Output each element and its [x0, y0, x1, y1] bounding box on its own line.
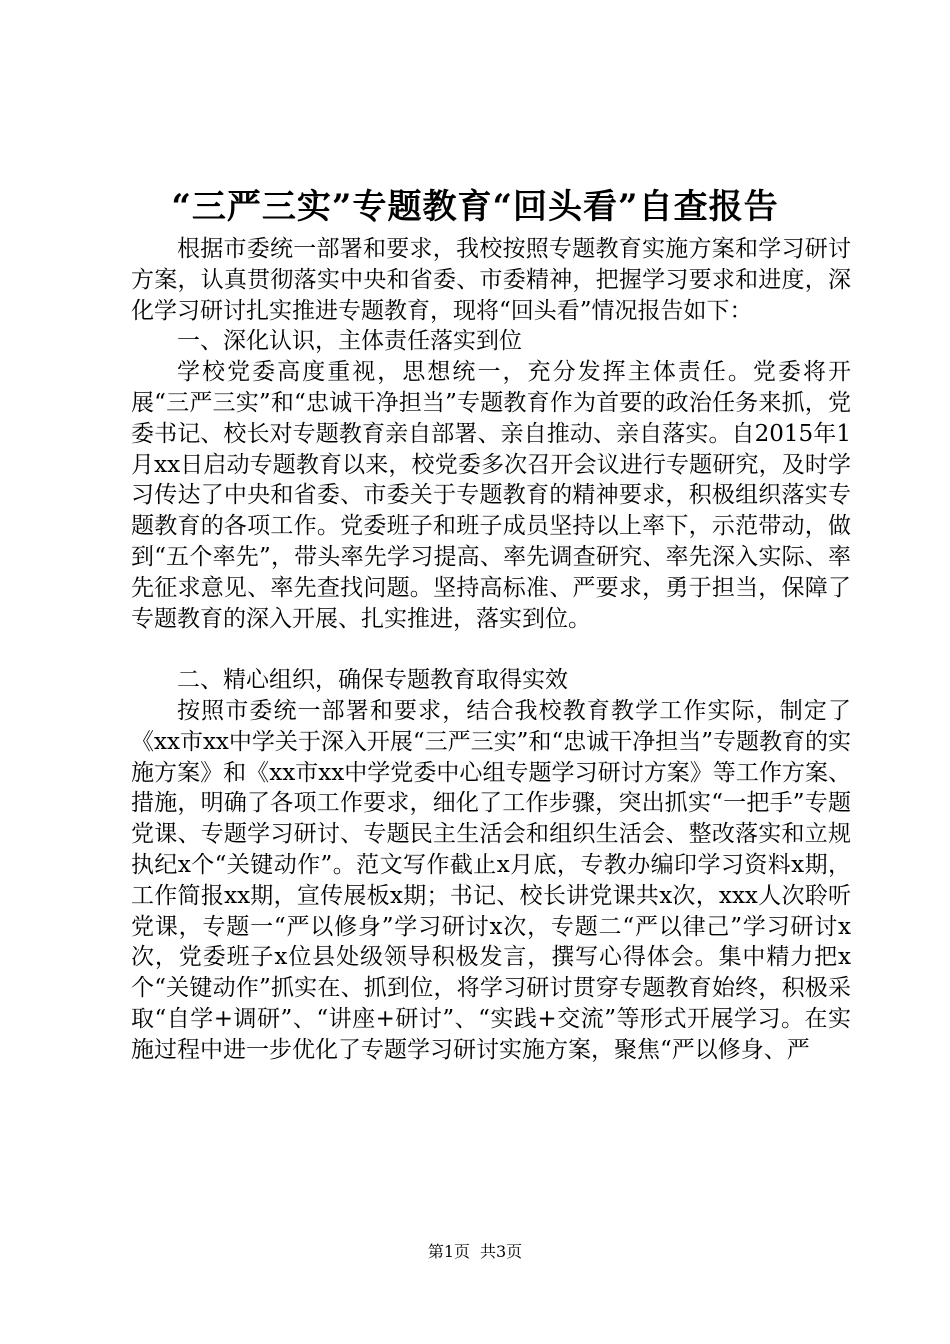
- section-heading-2: 二、精心组织，确保专题教育取得实效: [177, 667, 568, 694]
- paragraph-spacer: [131, 634, 851, 665]
- document-body: [131, 234, 851, 1066]
- paragraph-intro: 根据市委统一部署和要求，我校按照专题教育实施方案和学习研讨方案，认真贯彻落实中央和省委、市委精神，把握学习要求和进度，深化学习研讨扎实推进专题教育，现将“回头看”情况报告如下：: [131, 236, 851, 324]
- section-heading-1: 一、深化认识，主体责任落实到位: [177, 328, 522, 355]
- page-number-total: 共3页: [480, 1242, 523, 1261]
- page-number-current: 第1页: [427, 1242, 470, 1261]
- page-footer: [0, 1240, 950, 1264]
- paragraph-section-2: 按照市委统一部署和要求，结合我校教育教学工作实际，制定了《xx市xx中学关于深入开展“三严三实”和“忠诚干净担当”专题教育的实施方案》和《xx市xx中学党委中心组专题学习研讨方案》等工作方案、措施，明确了各项工作要求，细化了工作步骤，突出抓实“一把手”专题党课、专题学习研讨、专题民主生活会和组织生活会、整改落实和立规执纪x个“关键动作”。范文写作截止x月底，专教办编印学习资料x期，工作简报xx期，宣传展板x期；书记、校长讲党课共x次，xxx人次聆听党课，专题一“严以修身”学习研讨x次，专题二“严以律己”学习研讨x次，党委班子x位县处级领导积极发言，撰写心得体会。集中精力把x个“关键动作”抓实在、抓到位，将学习研讨贯穿专题教育始终，积极采取“自学+调研”、“讲座+研讨”、“实践+交流”等形式开展学习。在实施过程中进一步优化了专题学习研讨实施方案，聚焦“严以修身、严: [131, 697, 851, 1063]
- paragraph-section-1: 学校党委高度重视，思想统一，充分发挥主体责任。党委将开展“三严三实”和“忠诚干净担当”专题教育作为首要的政治任务来抓，党委书记、校长对专题教育亲自部署、亲自推动、亲自落实。自2015年1月xx日启动专题教育以来，校党委多次召开会议进行专题研究，及时学习传达了中央和省委、市委关于专题教育的精神要求，积极组织落实专题教育的各项工作。党委班子和班子成员坚持以上率下，示范带动，做到“五个率先”，带头率先学习提高、率先调查研究、率先深入实际、率先征求意见、率先查找问题。坚持高标准、严要求，勇于担当，保障了专题教育的深入开展、扎实推进，落实到位。: [131, 359, 851, 632]
- document-title: “三严三实”专题教育“回头看”自查报告: [171, 187, 779, 227]
